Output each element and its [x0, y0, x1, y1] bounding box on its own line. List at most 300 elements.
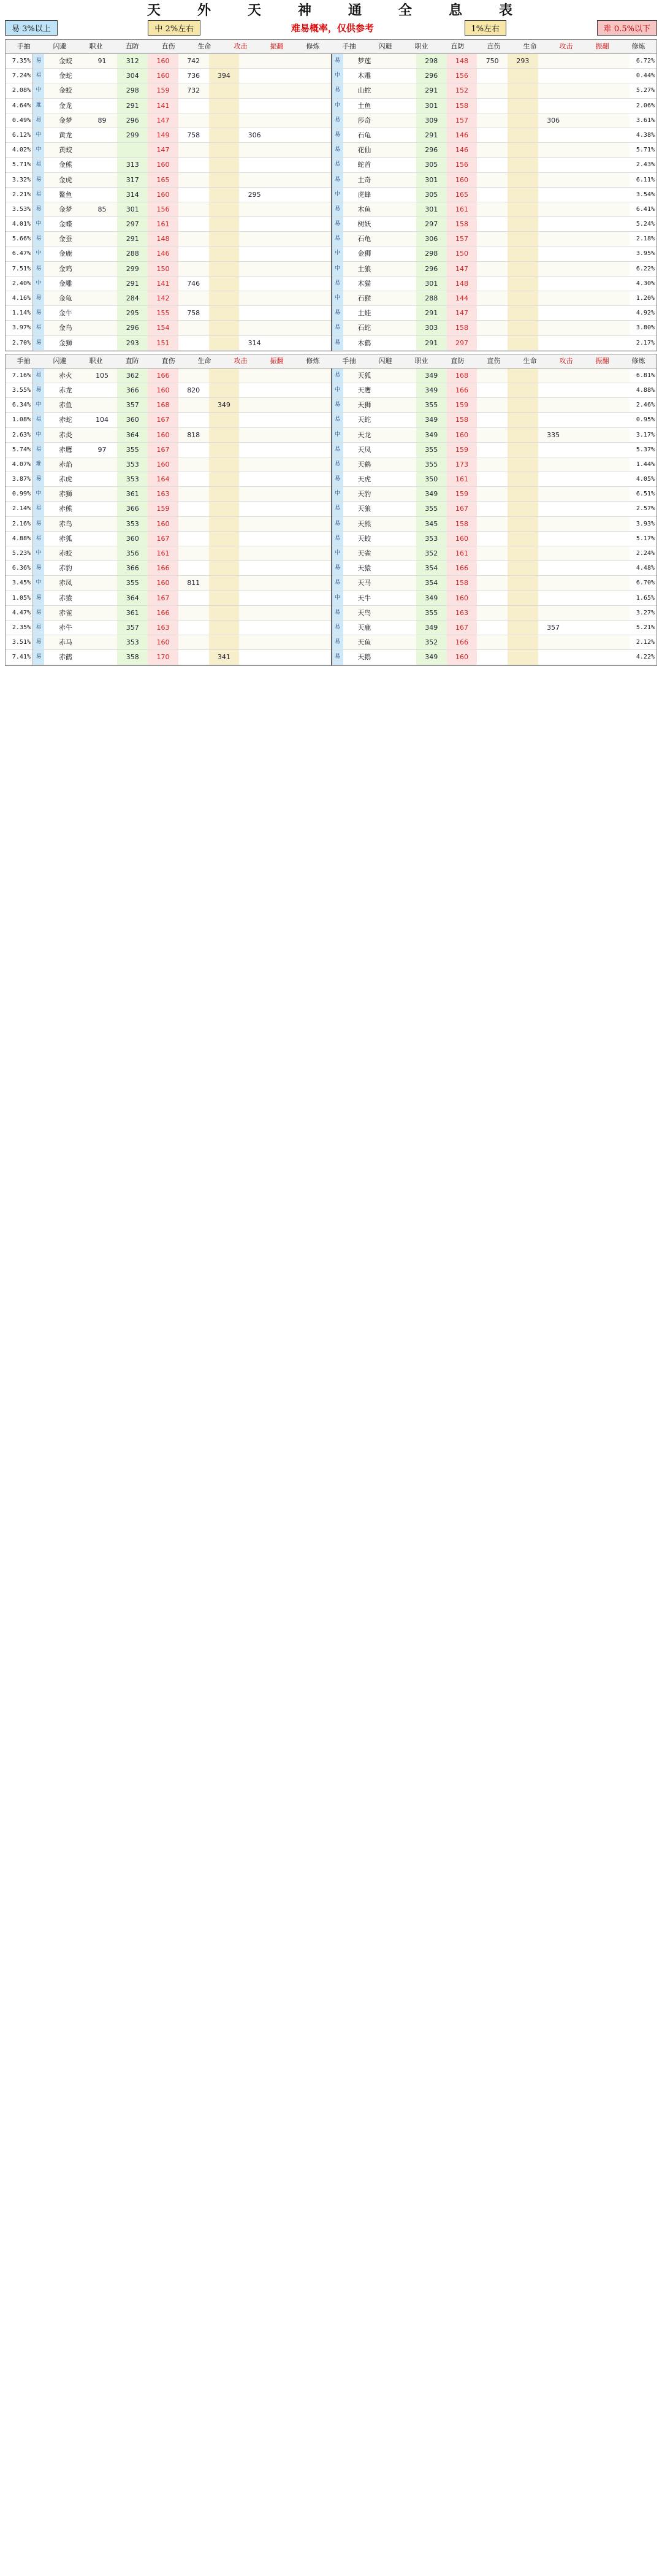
table-cell: 虎蜂	[357, 190, 371, 199]
pct-value: 3.51%	[6, 635, 32, 650]
data-section	[5, 354, 657, 666]
column-header-label: 闪避	[378, 356, 392, 365]
table-cell	[477, 635, 508, 649]
pct-value: 2.46%	[630, 398, 656, 413]
table-cell: 易	[33, 517, 44, 531]
table-cell: 355	[416, 502, 447, 516]
table-cell	[599, 291, 630, 305]
table-cell	[538, 336, 569, 350]
table-cell: 赤雀	[58, 608, 72, 617]
pct-value: 5.71%	[6, 158, 32, 172]
table-cell	[300, 277, 331, 291]
table-cell: 160	[447, 428, 477, 442]
table-cell	[300, 202, 331, 216]
table-cell	[239, 173, 270, 187]
table-cell	[386, 487, 416, 501]
pct-value: 0.49%	[6, 113, 32, 128]
title-char: 表	[499, 2, 516, 18]
table-cell: 易	[332, 443, 343, 457]
pct-value: 1.05%	[6, 591, 32, 606]
table-cell: 赤蛇	[58, 416, 72, 424]
table-cell: 291	[416, 128, 447, 142]
table-cell: 742	[187, 57, 200, 65]
title-char: 通	[348, 2, 365, 18]
table-cell	[538, 472, 569, 486]
table-cell: 花仙	[357, 146, 371, 155]
column-header-label: 闪避	[53, 356, 67, 365]
table-cell: 金鸡	[58, 264, 72, 273]
table-cell: 赤鹤	[58, 653, 72, 662]
table-cell	[569, 188, 599, 202]
table-cell	[599, 69, 630, 83]
table-cell	[386, 443, 416, 457]
table-cell: 85	[97, 205, 107, 213]
table-cell	[178, 635, 209, 649]
table-cell	[300, 173, 331, 187]
table-cell	[270, 99, 300, 113]
table-cell	[239, 83, 270, 97]
table-cell: 易	[33, 383, 44, 397]
table-cell	[599, 113, 630, 128]
table-cell	[538, 158, 569, 172]
table-cell: 160	[148, 457, 178, 472]
table-cell	[599, 517, 630, 531]
table-cell	[508, 306, 538, 320]
table-cell: 金虎	[58, 175, 72, 184]
table-cell: 天虎	[357, 475, 371, 484]
pct-value: 4.64%	[6, 99, 32, 113]
table-cell: 中	[33, 398, 44, 412]
table-cell: 167	[148, 443, 178, 457]
table-cell: 341	[209, 650, 240, 664]
table-cell	[178, 532, 209, 546]
table-cell	[87, 99, 118, 113]
table-cell: 161	[148, 217, 178, 231]
table-cell	[209, 217, 240, 231]
table-row	[332, 99, 630, 113]
table-cell	[386, 247, 416, 261]
table-cell: 赤猿	[58, 594, 72, 602]
table-cell	[569, 517, 599, 531]
pct-value: 2.16%	[6, 517, 32, 532]
column-header-label: 生命	[197, 42, 211, 50]
table-cell	[87, 336, 118, 350]
table-cell	[599, 54, 630, 68]
pct-value: 2.08%	[6, 83, 32, 98]
table-cell	[508, 502, 538, 516]
table-cell: 394	[209, 69, 240, 83]
table-cell: 鳌鱼	[58, 190, 72, 199]
table-cell	[300, 517, 331, 531]
table-cell	[209, 232, 240, 246]
table-cell	[386, 413, 416, 427]
table-cell	[386, 606, 416, 620]
table-cell	[477, 99, 508, 113]
table-cell: 154	[148, 321, 178, 335]
table-row	[332, 321, 630, 335]
table-cell	[508, 262, 538, 276]
table-cell: 291	[117, 232, 148, 246]
table-cell	[87, 277, 118, 291]
table-cell: 151	[148, 336, 178, 350]
table-cell: 易	[33, 532, 44, 546]
table-cell	[569, 472, 599, 486]
table-cell	[270, 262, 300, 276]
table-cell	[209, 621, 240, 635]
table-row	[332, 443, 630, 457]
table-cell	[270, 128, 300, 142]
table-cell	[87, 532, 118, 546]
table-cell: 天狮	[357, 401, 371, 410]
column-header-label: 攻击	[559, 356, 573, 365]
table-cell: 89	[97, 116, 107, 124]
table-cell: 易	[33, 232, 44, 246]
table-cell	[209, 443, 240, 457]
table-cell	[270, 247, 300, 261]
table-cell: 173	[447, 457, 477, 472]
table-cell: 150	[447, 247, 477, 261]
table-cell: 易	[33, 262, 44, 276]
table-cell: 166	[148, 561, 178, 575]
table-row	[332, 517, 630, 532]
table-cell: 305	[416, 158, 447, 172]
table-row	[332, 546, 630, 561]
table-cell	[270, 277, 300, 291]
table-cell	[386, 217, 416, 231]
table-cell: 易	[332, 369, 343, 383]
title-char: 全	[398, 2, 415, 18]
table-cell: 366	[117, 383, 148, 397]
table-cell: 天猿	[357, 564, 371, 573]
table-cell	[300, 502, 331, 516]
table-row	[332, 277, 630, 291]
table-cell	[300, 158, 331, 172]
table-cell	[477, 217, 508, 231]
column-header-label: 直伤	[487, 356, 501, 365]
table-cell	[538, 202, 569, 216]
table-cell: 天马	[357, 579, 371, 587]
pct-value: 4.02%	[6, 143, 32, 158]
table-cell	[178, 621, 209, 635]
table-cell	[300, 532, 331, 546]
table-cell	[178, 413, 209, 427]
table-cell: 305	[416, 188, 447, 202]
table-cell: 金蛟	[58, 86, 72, 95]
table-half-left	[33, 54, 331, 351]
table-cell	[386, 561, 416, 575]
table-cell	[538, 591, 569, 605]
table-cell: 158	[447, 413, 477, 427]
table-cell	[477, 413, 508, 427]
table-cell	[239, 443, 270, 457]
table-row	[332, 202, 630, 217]
table-cell	[270, 635, 300, 649]
column-header-label: 手抽	[17, 42, 31, 50]
table-cell: 165	[447, 188, 477, 202]
table-cell	[270, 383, 300, 397]
table-cell: 中	[332, 69, 343, 83]
table-cell	[508, 188, 538, 202]
table-cell	[270, 413, 300, 427]
table-cell	[508, 413, 538, 427]
table-row	[332, 113, 630, 128]
table-cell: 312	[117, 54, 148, 68]
pct-value: 4.07%	[6, 457, 32, 472]
pct-value: 3.61%	[630, 113, 656, 128]
table-cell	[209, 262, 240, 276]
table-cell: 165	[148, 173, 178, 187]
table-cell	[209, 306, 240, 320]
table-cell	[386, 336, 416, 350]
table-cell: 天蛟	[357, 534, 371, 543]
table-row	[332, 487, 630, 502]
table-cell: 中	[33, 277, 44, 291]
title-char: 天	[247, 2, 264, 18]
table-cell	[477, 532, 508, 546]
table-cell: 黄蛟	[58, 146, 72, 155]
table-cell	[538, 457, 569, 472]
table-cell	[270, 650, 300, 664]
table-cell: 易	[33, 502, 44, 516]
table-cell	[508, 69, 538, 83]
table-cell: 349	[416, 621, 447, 635]
column-header-label: 振翻	[595, 42, 609, 50]
table-cell: 297	[416, 217, 447, 231]
table-cell	[599, 398, 630, 412]
table-cell: 299	[117, 262, 148, 276]
table-cell	[477, 277, 508, 291]
table-cell: 易	[33, 291, 44, 305]
table-cell: 354	[416, 576, 447, 590]
table-cell	[599, 143, 630, 157]
table-cell	[239, 54, 270, 68]
table-cell: 天鹿	[357, 623, 371, 632]
table-cell	[538, 54, 569, 68]
table-row	[332, 336, 630, 351]
table-cell: 158	[447, 517, 477, 531]
table-cell: 291	[117, 277, 148, 291]
table-cell: 349	[416, 428, 447, 442]
pct-value: 2.12%	[630, 635, 656, 650]
table-row	[332, 158, 630, 172]
pct-value: 5.27%	[630, 83, 656, 98]
table-row	[33, 383, 331, 398]
column-header-label: 振翻	[270, 356, 284, 365]
table-cell	[599, 546, 630, 560]
table-cell: 易	[332, 173, 343, 187]
table-cell: 易	[332, 158, 343, 172]
table-cell	[300, 383, 331, 397]
table-cell: 中	[332, 188, 343, 202]
table-cell	[87, 561, 118, 575]
table-cell	[538, 413, 569, 427]
table-cell: 758	[187, 131, 200, 139]
table-cell: 易	[33, 561, 44, 575]
table-cell	[239, 517, 270, 531]
table-cell: 金牛	[58, 309, 72, 318]
table-cell	[239, 532, 270, 546]
table-cell	[386, 369, 416, 383]
table-cell	[239, 635, 270, 649]
table-cell	[569, 277, 599, 291]
table-cell	[300, 472, 331, 486]
table-row	[33, 232, 331, 247]
table-cell	[477, 143, 508, 157]
table-cell	[87, 291, 118, 305]
table-row	[33, 217, 331, 232]
table-cell	[300, 232, 331, 246]
table-cell: 160	[148, 635, 178, 649]
table-cell: 金梦	[58, 116, 72, 124]
table-cell	[239, 621, 270, 635]
table-cell	[87, 143, 118, 157]
table-row	[332, 502, 630, 516]
table-cell	[569, 128, 599, 142]
table-cell: 蛇首	[357, 161, 371, 169]
table-cell: 赤豹	[58, 564, 72, 573]
table-cell: 160	[148, 69, 178, 83]
table-row	[33, 487, 331, 502]
table-cell: 中	[33, 143, 44, 157]
table-row	[332, 83, 630, 98]
table-cell: 易	[33, 173, 44, 187]
table-cell	[87, 487, 118, 501]
table-cell: 303	[416, 321, 447, 335]
table-cell	[538, 128, 569, 142]
table-cell: 293	[508, 54, 538, 68]
title-char: 外	[197, 2, 213, 18]
table-cell	[538, 369, 569, 383]
table-cell	[178, 546, 209, 560]
table-cell	[300, 487, 331, 501]
table-cell: 313	[117, 158, 148, 172]
table-cell: 赤熊	[58, 505, 72, 513]
table-cell: 811	[187, 579, 200, 587]
pct-column-left	[6, 54, 32, 351]
table-cell: 赤狮	[58, 490, 72, 499]
table-cell: 中	[33, 247, 44, 261]
table-cell	[386, 306, 416, 320]
table-row	[33, 591, 331, 606]
table-cell	[477, 443, 508, 457]
table-cell	[87, 635, 118, 649]
table-cell	[209, 173, 240, 187]
table-cell	[239, 143, 270, 157]
table-cell	[569, 143, 599, 157]
table-cell	[386, 262, 416, 276]
table-cell	[599, 591, 630, 605]
table-cell: 158	[447, 217, 477, 231]
table-row	[33, 457, 331, 472]
table-cell: 353	[416, 532, 447, 546]
table-cell: 167	[148, 591, 178, 605]
table-cell	[300, 69, 331, 83]
table-cell	[599, 487, 630, 501]
table-row	[332, 128, 630, 143]
table-cell: 天鱼	[357, 638, 371, 647]
table-cell: 赤龙	[58, 386, 72, 394]
table-cell	[239, 413, 270, 427]
table-row	[33, 561, 331, 576]
table-cell	[599, 188, 630, 202]
table-cell	[599, 262, 630, 276]
table-cell	[239, 232, 270, 246]
table-cell	[209, 383, 240, 397]
table-cell: 易	[33, 202, 44, 216]
table-cell: 易	[332, 606, 343, 620]
table-cell	[300, 83, 331, 97]
table-cell: 167	[447, 502, 477, 516]
column-header-label: 职业	[414, 42, 428, 50]
table-cell	[477, 546, 508, 560]
table-row	[332, 606, 630, 621]
table-cell: 291	[117, 99, 148, 113]
table-row	[332, 262, 630, 277]
table-cell: 易	[332, 321, 343, 335]
table-cell	[386, 113, 416, 128]
table-cell	[508, 606, 538, 620]
table-cell: 301	[416, 277, 447, 291]
table-cell	[477, 576, 508, 590]
pct-value: 3.17%	[630, 428, 656, 443]
table-row	[33, 472, 331, 487]
table-cell	[270, 428, 300, 442]
table-cell	[386, 202, 416, 216]
table-cell: 160	[148, 383, 178, 397]
pct-value: 7.51%	[6, 262, 32, 277]
table-cell: 366	[117, 502, 148, 516]
table-cell: 148	[148, 232, 178, 246]
table-cell	[178, 591, 209, 605]
table-cell	[270, 202, 300, 216]
table-cell: 金鹿	[58, 250, 72, 258]
table-cell: 167	[447, 621, 477, 635]
title-char: 神	[297, 2, 314, 18]
pct-value: 2.43%	[630, 158, 656, 172]
table-cell: 349	[416, 369, 447, 383]
table-cell: 295	[248, 190, 261, 199]
pct-value: 4.88%	[6, 532, 32, 546]
table-cell: 160	[447, 173, 477, 187]
table-cell	[477, 336, 508, 350]
table-row	[33, 398, 331, 413]
table-cell: 148	[447, 54, 477, 68]
pct-value: 6.47%	[6, 247, 32, 261]
table-half-right	[331, 369, 630, 665]
column-header-label: 职业	[89, 356, 103, 365]
table-cell: 301	[416, 202, 447, 216]
pct-value: 5.21%	[630, 621, 656, 635]
table-cell: 157	[447, 232, 477, 246]
table-cell	[239, 262, 270, 276]
table-cell	[477, 650, 508, 664]
table-cell: 中	[33, 83, 44, 97]
table-cell	[599, 650, 630, 664]
table-cell: 296	[416, 143, 447, 157]
table-row	[33, 247, 331, 261]
table-cell	[508, 621, 538, 635]
table-cell: 166	[447, 561, 477, 575]
table-cell	[569, 99, 599, 113]
table-cell	[569, 546, 599, 560]
table-cell: 345	[416, 517, 447, 531]
table-cell: 树妖	[357, 220, 371, 229]
table-cell	[178, 217, 209, 231]
table-cell	[386, 650, 416, 664]
pct-value: 6.81%	[630, 369, 656, 383]
table-cell	[569, 383, 599, 397]
pct-value: 6.36%	[6, 561, 32, 576]
